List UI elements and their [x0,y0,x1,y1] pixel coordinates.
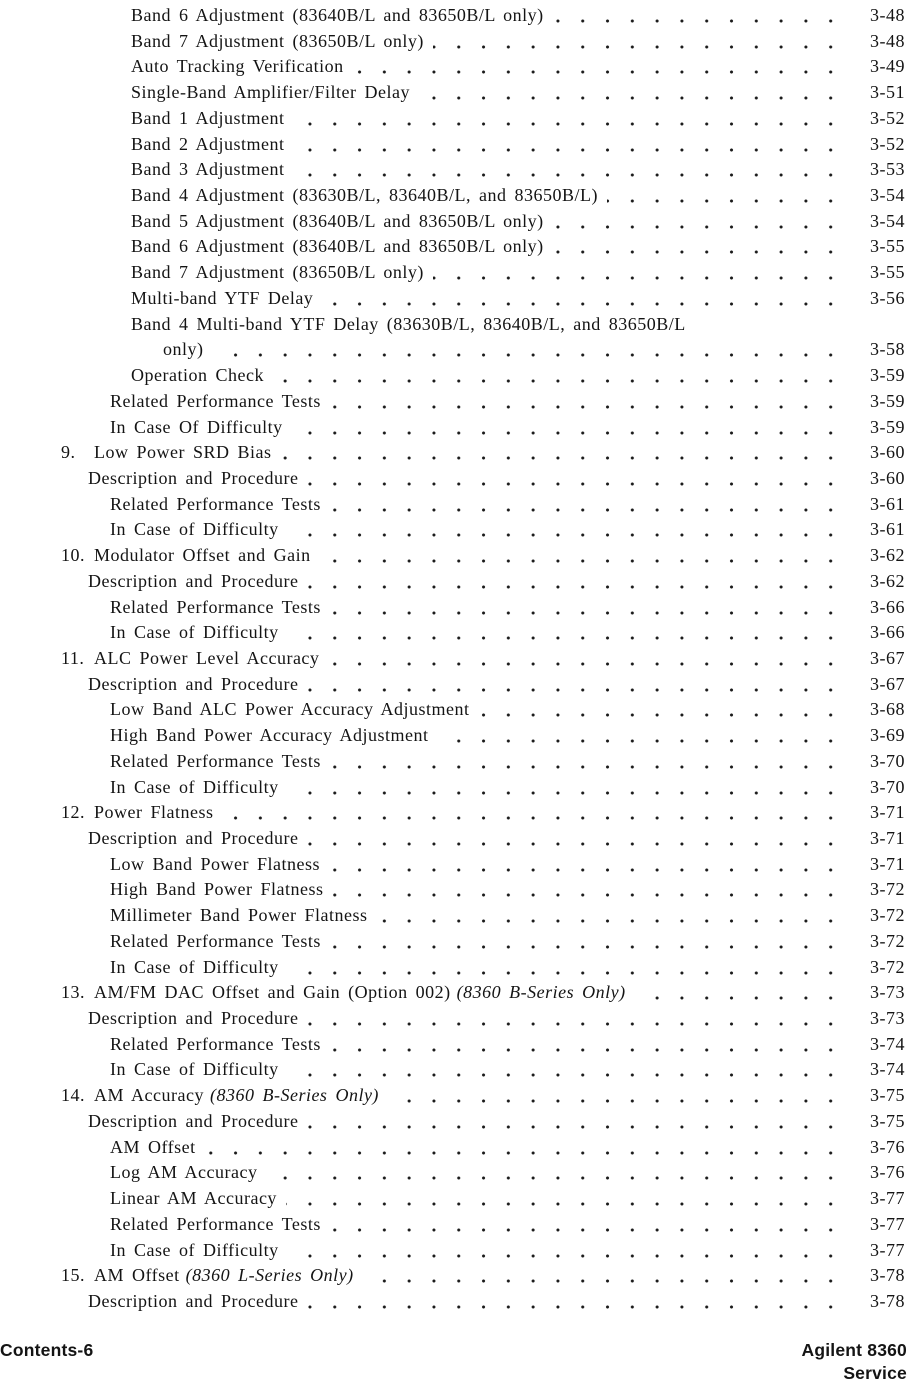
toc-entry-text [0,620,288,646]
toc-entry-text [0,29,433,55]
toc-entry-text [0,749,330,775]
toc-entry-title: Operation Check [131,365,264,386]
toc-entry-text [0,517,288,543]
toc-entry-title-italic: (8360 B-Series Only) [209,1085,379,1106]
footer-page-label: Contents-6 [0,1339,94,1360]
toc-entry-title: Low Band Power Flatness [110,853,320,874]
toc-entry-number: 9. [61,442,76,463]
toc-entry-page-number: 3-75 [853,1083,907,1109]
toc-entry-title: Related Performance Tests [110,930,321,951]
toc-entry [0,3,907,29]
toc-entry-text [0,260,433,286]
toc-entry-text [0,312,695,338]
toc-entry-page-number: 3-67 [853,672,907,698]
toc-entry [0,672,907,698]
toc-entry-title-italic: (8360 B-Series Only) [456,982,626,1003]
toc-entry-text [0,54,353,80]
toc-entry-text [0,646,328,672]
toc-entry-text [0,980,635,1006]
toc-entry [0,955,907,981]
toc-entry-title: In Case of Difficulty [110,1239,279,1260]
toc-entry-page-number: 3-48 [853,29,907,55]
toc-entry-title: Description and Procedure [88,1110,299,1131]
toc-entry-page-number: 3-78 [853,1263,907,1289]
toc-entry [0,1006,907,1032]
toc-entry-title: Description and Procedure [88,467,299,488]
toc-entry-title: Linear AM Accuracy [110,1188,277,1209]
footer-manual-type: Service [843,1362,907,1383]
toc-entry-title: Description and Procedure [88,673,299,694]
toc-entry-title: Multi-band YTF Delay [131,287,314,308]
toc-entry [0,1160,907,1186]
toc-entry-page-number: 3-75 [853,1109,907,1135]
toc-entry-text [0,183,607,209]
toc-entry [0,723,907,749]
toc-entry-page-number: 3-60 [853,466,907,492]
toc-entry [0,234,907,260]
toc-entry [0,466,907,492]
toc-entry-page-number: 3-66 [853,620,907,646]
toc-entry-text [0,800,223,826]
toc-entry [0,415,907,441]
toc-entry-page-number: 3-69 [853,723,907,749]
toc-entry-page-number: 3-76 [853,1160,907,1186]
toc-entry-title: AM Offset [110,1136,196,1157]
toc-entry-number: 11. [61,647,85,668]
toc-entry [0,312,907,338]
toc-entry-page-number: 3-62 [853,543,907,569]
toc-entry-title: Related Performance Tests [110,750,321,771]
toc-entry-title: Millimeter Band Power Flatness [110,905,368,926]
toc-entry [0,260,907,286]
page-footer [0,1339,907,1385]
toc-entry-text [0,286,322,312]
toc-entry-page-number: 3-72 [853,877,907,903]
toc-entry-page-number: 3-77 [853,1212,907,1238]
toc-entry-page-number: 3-51 [853,80,907,106]
toc-entry-page-number: 3-78 [853,1289,907,1315]
toc-entry-title: AM Offset [94,1265,180,1286]
toc-entry-text [0,106,294,132]
toc-entry [0,54,907,80]
toc-entry-page-number: 3-70 [853,749,907,775]
toc-entry [0,646,907,672]
toc-entry-title: ALC Power Level Accuracy [94,647,320,668]
toc-entry-title: In Case of Difficulty [110,1059,279,1080]
toc-entry-page-number: 3-70 [853,775,907,801]
toc-entry-title: Band 3 Adjustment [131,159,285,180]
toc-entry [0,852,907,878]
toc-entry-title: AM/FM DAC Offset and Gain (Option 002) [94,982,451,1003]
toc-entry-number: 10. [61,545,85,566]
toc-entry-text [0,543,320,569]
toc-entry [0,620,907,646]
toc-entry-text [0,672,307,698]
toc-entry-title: AM Accuracy [94,1085,204,1106]
toc-entry [0,903,907,929]
toc-entry-title: Description and Procedure [88,1008,299,1029]
toc-entry [0,543,907,569]
toc-entry-page-number: 3-62 [853,569,907,595]
toc-entry-text [0,1109,307,1135]
toc-entry [0,749,907,775]
toc-entry-text [0,826,307,852]
toc-entry-text [0,595,330,621]
toc-entry [0,1083,907,1109]
toc-entry-text [0,1238,288,1264]
toc-entry-page-number: 3-76 [853,1135,907,1161]
toc-entry [0,106,907,132]
toc-entry [0,775,907,801]
toc-entry [0,440,907,466]
toc-entry [0,492,907,518]
toc-entry-text [0,1006,307,1032]
toc-entry-text [0,1135,205,1161]
toc-entry-page-number: 3-77 [853,1186,907,1212]
toc-entry-text [0,209,553,235]
toc-entry-text [0,1032,330,1058]
toc-entry-page-number: 3-59 [853,389,907,415]
toc-entry-text [0,337,213,363]
footer-product-name: Agilent 8360 [801,1339,907,1360]
toc-entry-text [0,929,330,955]
toc-entry-text [0,903,376,929]
toc-entry-text [0,723,437,749]
toc-entry-number: 13. [61,982,85,1003]
toc-entry-title: Single-Band Amplifier/Filter Delay [131,82,410,103]
toc-entry-page-number: 3-66 [853,595,907,621]
toc-entry-title: Description and Procedure [88,570,299,591]
toc-entry [0,980,907,1006]
toc-entry-page-number: 3-48 [853,3,907,29]
toc-entry [0,157,907,183]
toc-entry-title: Band 2 Adjustment [131,133,285,154]
toc-entry [0,1263,907,1289]
toc-entry [0,337,907,363]
toc-entry-page-number: 3-55 [853,234,907,260]
toc-entry-text [0,569,307,595]
toc-entry [0,132,907,158]
toc-entry-text [0,697,478,723]
toc-entry-title: Modulator Offset and Gain [94,545,311,566]
toc-entry-text [0,415,292,441]
toc-entry [0,286,907,312]
toc-entry-page-number: 3-71 [853,826,907,852]
toc-entry-page-number: 3-67 [853,646,907,672]
toc-entry-page-number: 3-56 [853,286,907,312]
toc-entry-page-number: 3-49 [853,54,907,80]
toc-entry-title: Low Band ALC Power Accuracy Adjustment [110,699,470,720]
toc-entry [0,877,907,903]
toc-entry-title: In Case of Difficulty [110,956,279,977]
toc-entry [0,826,907,852]
toc-entry [0,1186,907,1212]
toc-entry-number: 14. [61,1085,85,1106]
toc-entry-title-italic: (8360 L-Series Only) [185,1265,354,1286]
toc-entry [0,929,907,955]
toc-entry [0,1057,907,1083]
toc-entry-page-number: 3-61 [853,517,907,543]
toc-entry-page-number: 3-72 [853,929,907,955]
toc-entry [0,1135,907,1161]
toc-entry [0,569,907,595]
toc-entry-text [0,389,330,415]
toc-entry-text [0,1263,363,1289]
toc-entry [0,29,907,55]
toc-entry-page-number: 3-74 [853,1057,907,1083]
toc-entry-title: Band 6 Adjustment (83640B/L and 83650B/L only) [131,236,544,257]
toc-entry-number: 15. [61,1265,85,1286]
toc-entry [0,209,907,235]
toc-entry-title: Band 4 Adjustment (83630B/L, 83640B/L, and 83650B/L) [131,185,598,206]
toc-entry-page-number: 3-68 [853,697,907,723]
toc-entry-page-number: 3-71 [853,852,907,878]
toc-entry-page-number: 3-52 [853,106,907,132]
toc-entry [0,1238,907,1264]
toc-entry-text [0,1289,307,1315]
toc-entry-title: Band 1 Adjustment [131,107,285,128]
toc-entry-title: Related Performance Tests [110,1213,321,1234]
toc-entry [0,517,907,543]
toc-entry-text [0,440,281,466]
toc-entry-title: High Band Power Flatness [110,879,324,900]
toc-entry-title: Description and Procedure [88,828,299,848]
toc-entry-page-number: 3-52 [853,132,907,158]
toc-entry-text [0,3,553,29]
toc-entry [0,80,907,106]
toc-entry-text [0,955,288,981]
toc-entry-title: Description and Procedure [88,1290,299,1311]
toc-entry-page-number: 3-71 [853,800,907,826]
toc-entry-page-number: 3-72 [853,955,907,981]
toc-entry-text [0,1186,286,1212]
toc-entry-page-number: 3-61 [853,492,907,518]
toc-entry-page-number: 3-73 [853,1006,907,1032]
toc-entry-page-number: 3-59 [853,363,907,389]
toc-entry-title: High Band Power Accuracy Adjustment [110,725,429,746]
toc-entry [0,1032,907,1058]
toc-entry-title: Related Performance Tests [110,1033,321,1054]
toc-entry-title: Related Performance Tests [110,390,321,411]
toc-entry-text [0,877,333,903]
toc-entry-title: Band 5 Adjustment (83640B/L and 83650B/L only) [131,210,544,231]
toc-entry-page-number: 3-54 [853,209,907,235]
toc-entry-title: Band 6 Adjustment (83640B/L and 83650B/L only) [131,5,544,25]
toc-entry-title: only) [163,339,204,360]
toc-entry-title: Band 7 Adjustment (83650B/L only) [131,30,424,51]
toc-entry-text [0,80,419,106]
toc-entry-page-number: 3-72 [853,903,907,929]
toc-entry-title: Auto Tracking Verification [131,56,344,77]
toc-entry-text [0,157,294,183]
toc-entry-text [0,234,553,260]
toc-entry-text [0,363,273,389]
toc-entry [0,697,907,723]
toc-entry-title: Band 7 Adjustment (83650B/L only) [131,262,424,283]
toc-entry-text [0,1160,266,1186]
toc-entry-title: Related Performance Tests [110,596,321,617]
toc-entry [0,1109,907,1135]
toc-entry-page-number: 3-77 [853,1238,907,1264]
toc-entry-page-number: 3-60 [853,440,907,466]
toc-entry-title: In Case of Difficulty [110,519,279,540]
toc-entry-title: In Case Of Difficulty [110,416,283,437]
toc-entry-text [0,1083,388,1109]
toc-entry-title: Related Performance Tests [110,493,321,514]
toc-entry-text [0,775,288,801]
toc-entry-title: Band 4 Multi-band YTF Delay (83630B/L, 83640B/L, and 83650B/L [131,313,686,334]
toc-entry [0,389,907,415]
toc-entry-title: Low Power SRD Bias [94,442,272,463]
toc-entry [0,1212,907,1238]
toc-entry-title: In Case of Difficulty [110,622,279,643]
toc-entry-text [0,1212,330,1238]
toc-entry-page-number: 3-54 [853,183,907,209]
toc-entry [0,183,907,209]
toc-entry-text [0,466,307,492]
toc-entry-text [0,1057,288,1083]
toc-entry-title: In Case of Difficulty [110,776,279,797]
toc-entry-page-number: 3-53 [853,157,907,183]
toc-entry-number: 12. [61,802,85,823]
toc-entry [0,800,907,826]
toc-entry-text [0,132,294,158]
toc-entry-title: Power Flatness [94,802,214,823]
footer-document-title [802,1339,907,1385]
toc-entry-title: Log AM Accuracy [110,1162,258,1183]
toc-entry-page-number: 3-55 [853,260,907,286]
toc-entry-page-number: 3-59 [853,415,907,441]
toc-entry-page-number: 3-73 [853,980,907,1006]
toc-entry [0,595,907,621]
toc-entry-page-number: 3-74 [853,1032,907,1058]
toc-entry [0,363,907,389]
toc-entry-text [0,852,329,878]
toc-entry [0,1289,907,1315]
toc-entry-page-number: 3-58 [853,337,907,363]
toc-entry-text [0,492,330,518]
